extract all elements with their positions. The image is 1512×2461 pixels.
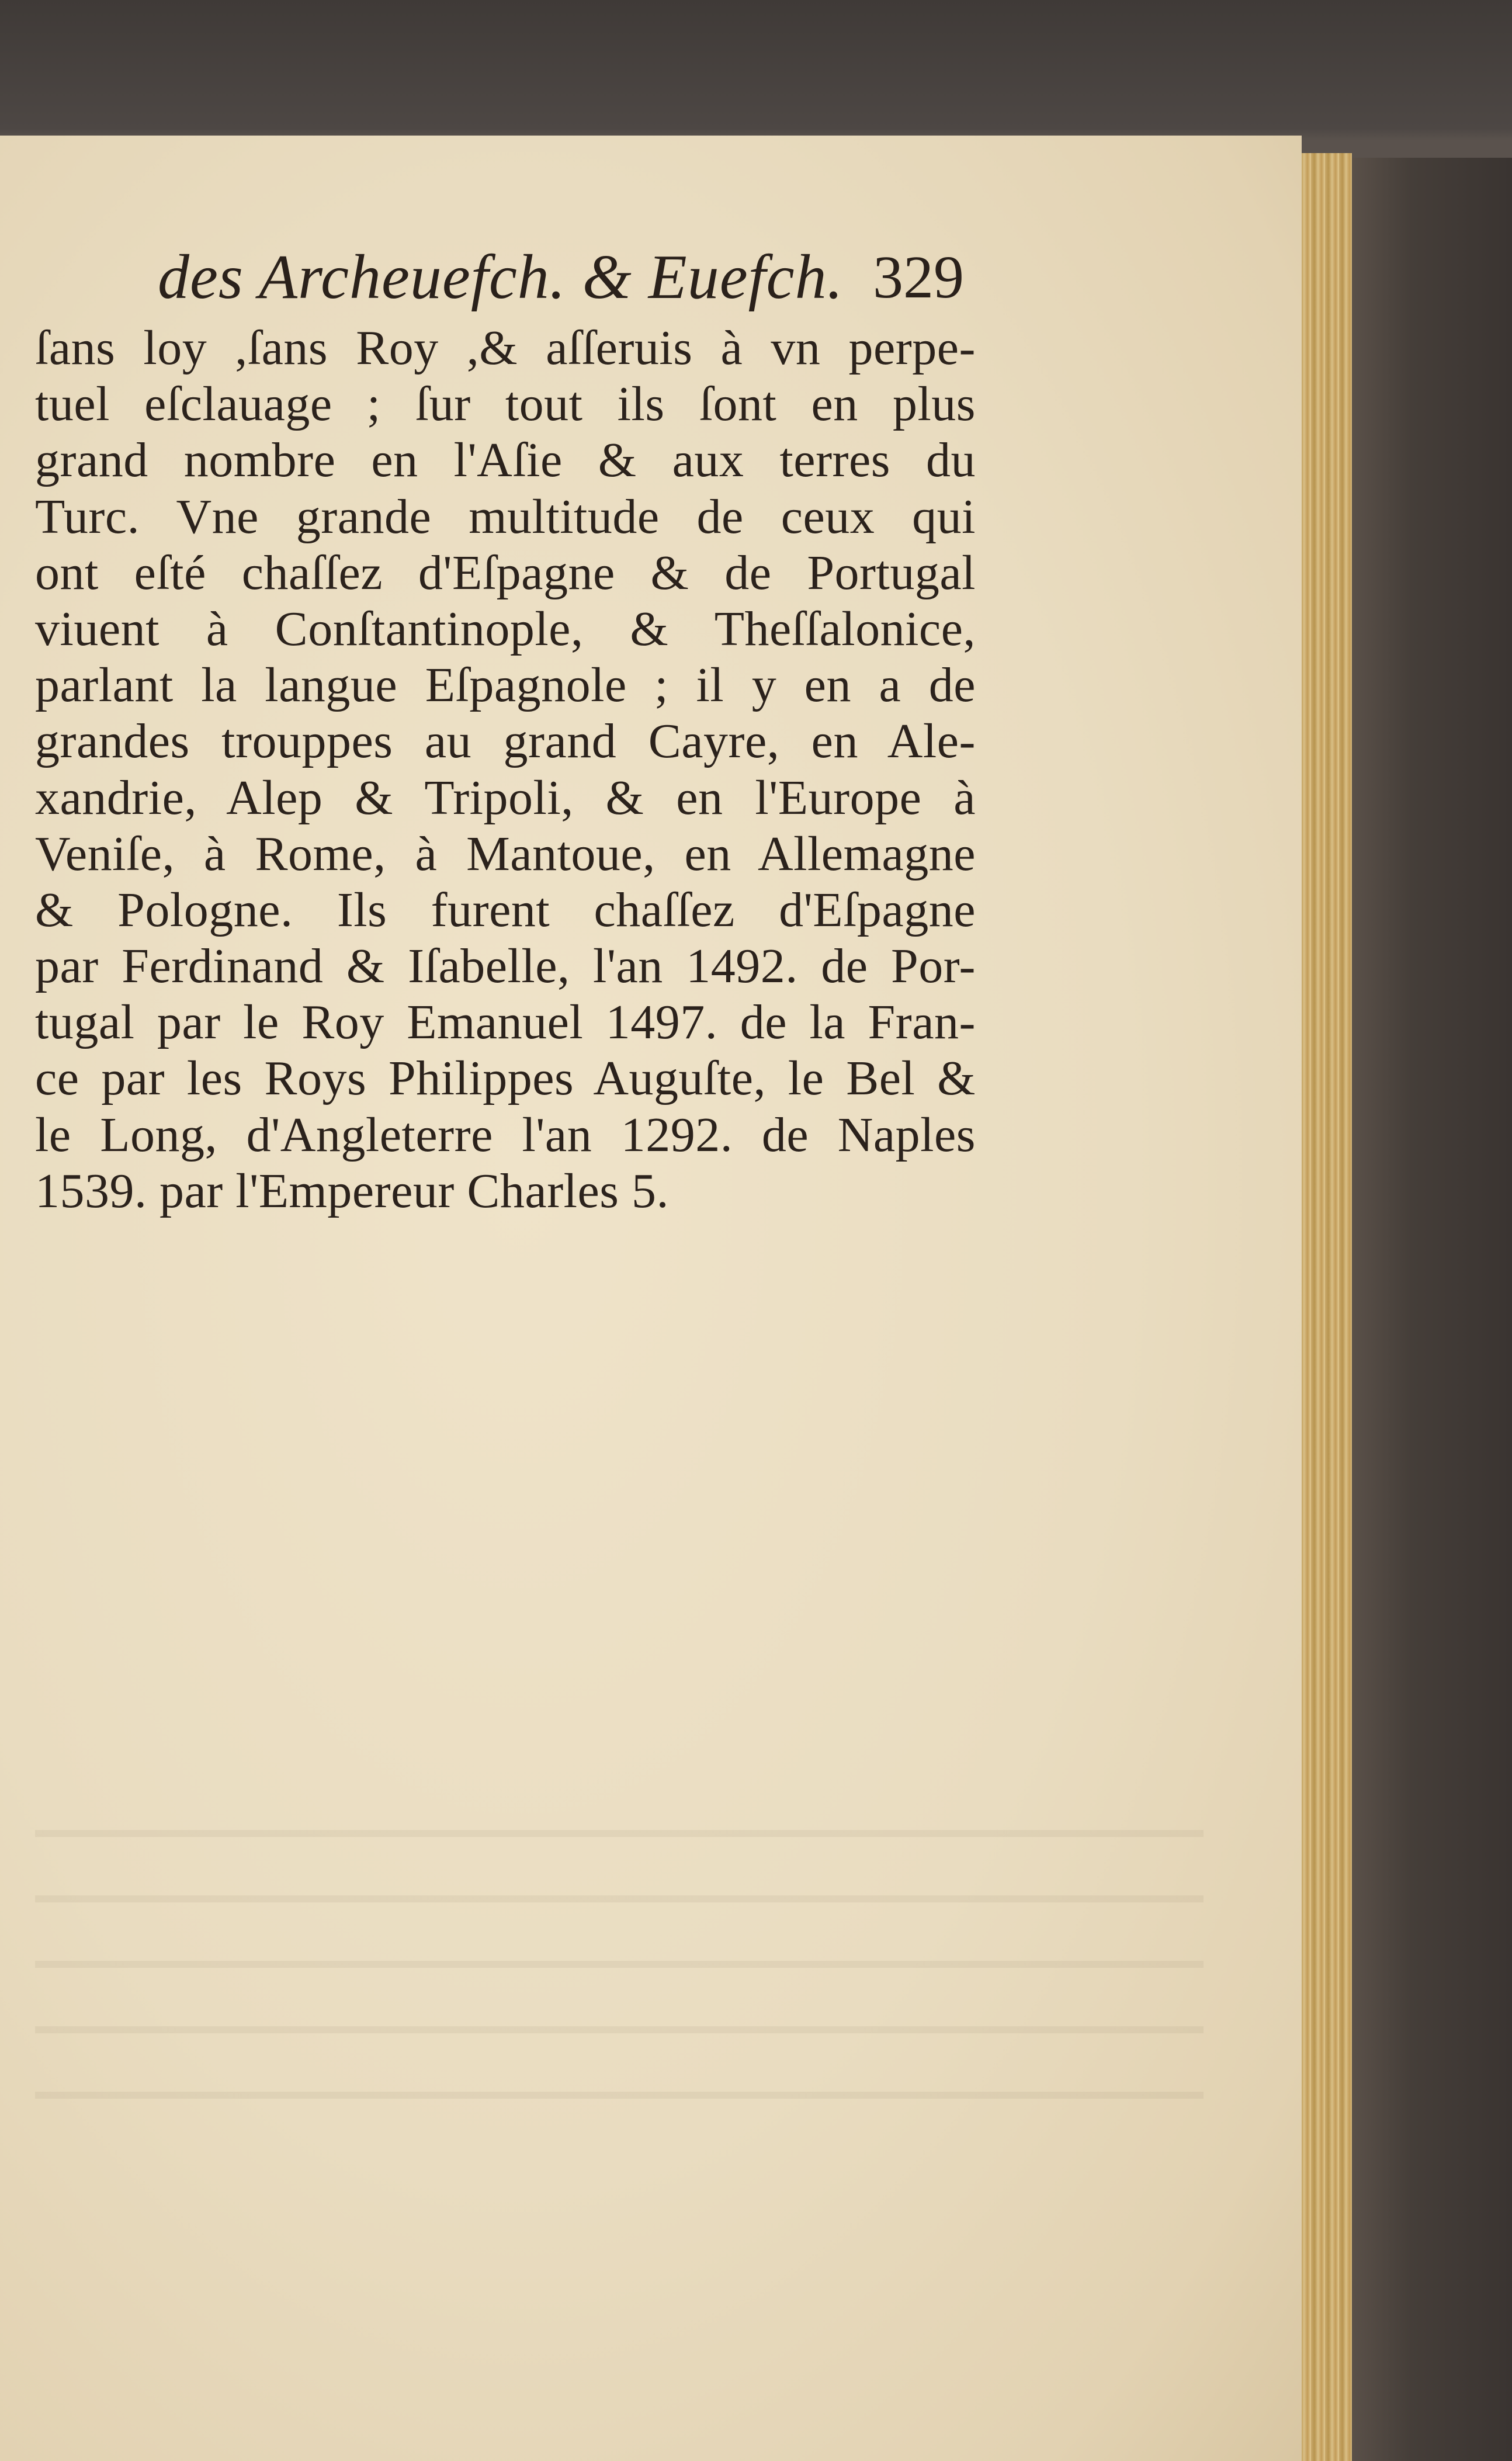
book-edge-shadow (1344, 158, 1512, 2461)
text-line: grand nombre en l'Aſie & aux terres du (35, 433, 976, 488)
text-line: ſans loy ,ſans Roy ,& aſſeruis à vn perpe- (35, 321, 976, 375)
text-line: ce par les Roys Philippes Auguſte, le Bel & (35, 1051, 976, 1106)
text-line: Veniſe, à Rome, à Mantoue, en Allemagne (35, 826, 976, 881)
text-line: le Long, d'Angleterre l'an 1292. de Naples (35, 1107, 976, 1162)
text-line: xandrie, Alep & Tripoli, & en l'Europe à (35, 770, 976, 825)
text-line: tuel eſclauage ; ſur tout ils ſont en plus (35, 377, 976, 432)
text-line: grandes trouppes au grand Cayre, en Ale- (35, 714, 976, 769)
text-line: parlant la langue Eſpagnole ; il y en a de (35, 658, 976, 713)
page-number: 329 (873, 244, 964, 311)
text-line: par Ferdinand & Iſabelle, l'an 1492. de Por- (35, 939, 976, 994)
text-line: & Pologne. Ils furent chaſſez d'Eſpagne (35, 882, 976, 937)
body-text (35, 320, 976, 1219)
text-line: tugal par le Roy Emanuel 1497. de la Fran- (35, 995, 976, 1050)
verso-show-through (35, 1801, 1204, 2151)
text-line: viuent à Conſtantinople, & Theſſalonice, (35, 601, 976, 656)
text-line: Turc. Vne grande multitude de ceux qui (35, 489, 976, 544)
page-header (158, 234, 964, 321)
text-line: 1539. par l'Empereur Charles 5. (35, 1163, 669, 1218)
running-head: des Archeuefch. & Euefch. (158, 242, 844, 312)
text-line: ont eſté chaſſez d'Eſpagne & de Portugal (35, 545, 976, 600)
